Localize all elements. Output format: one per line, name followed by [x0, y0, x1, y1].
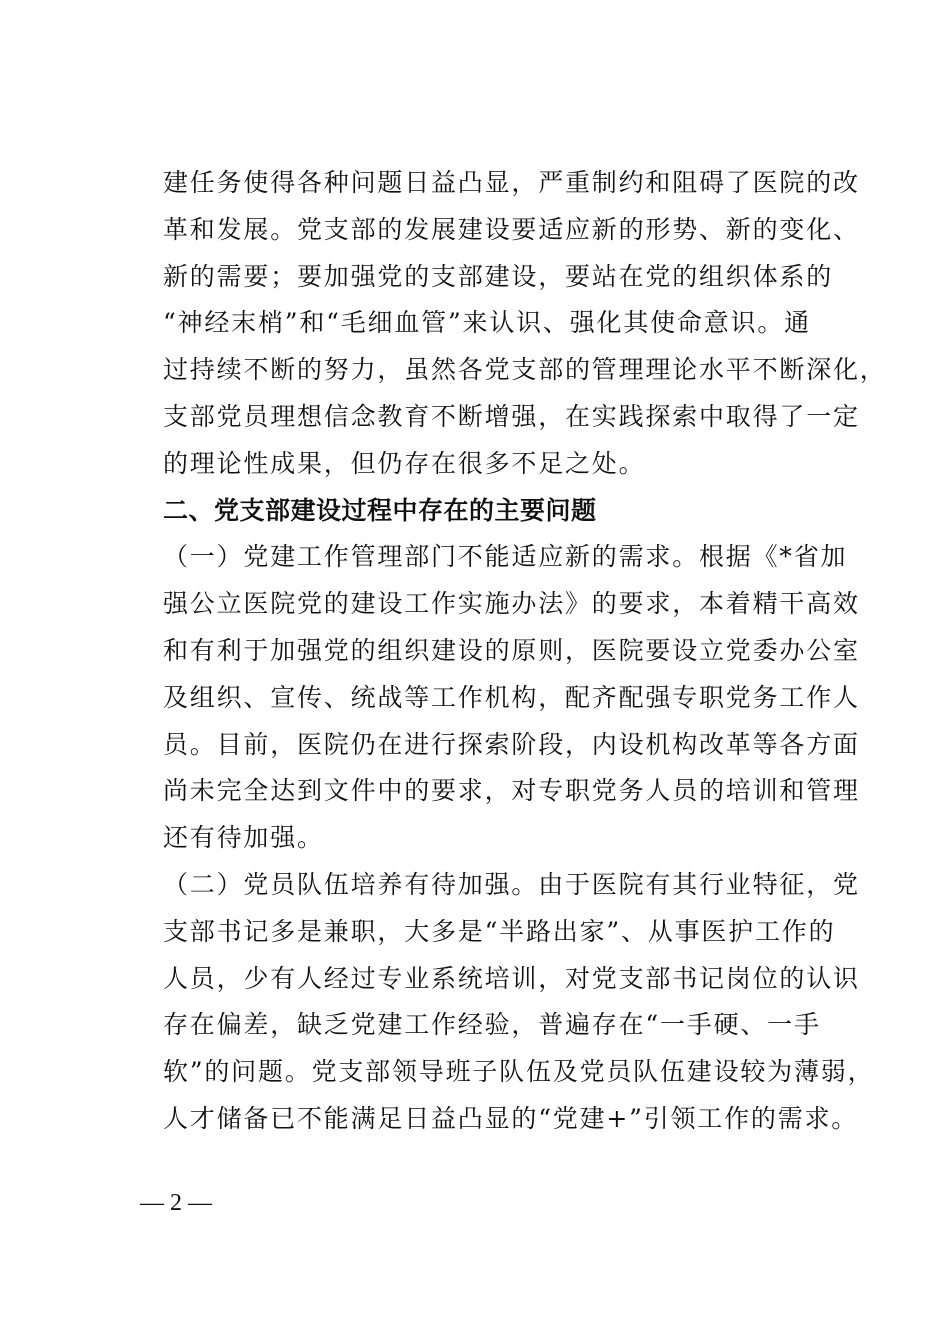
paragraph-line: 还有待加强。: [163, 823, 324, 853]
paragraph-line: 强公立医院党的建设工作实施办法》的要求，本着精干高效: [163, 589, 860, 619]
paragraph-1: [163, 160, 887, 488]
paragraph-line: 过持续不断的努力，虽然各党支部的管理理论水平不断深化，: [163, 355, 887, 385]
paragraph-line: 和有利于加强党的组织建设的原则，医院要设立党委办公室: [163, 635, 860, 665]
paragraph-line: “神经末梢”和“毛细血管”来认识、强化其使命意识。通: [163, 308, 811, 338]
paragraph-line: 存在偏差，缺乏党建工作经验，普遍存在“一手硬、一手: [163, 1010, 821, 1040]
paragraph-line: 新的需要；要加强党的支部建设，要站在党的组织体系的: [163, 261, 834, 291]
section-heading: 二、党支部建设过程中存在的主要问题: [163, 495, 597, 525]
paragraph-line: （一）党建工作管理部门不能适应新的需求。根据《*省加: [163, 542, 848, 572]
paragraph-line: 软”的问题。党支部领导班子队伍及党员队伍建设较为薄弱，: [163, 1057, 875, 1087]
paragraph-line: 支部书记多是兼职，大多是“半路出家”、从事医护工作的: [163, 916, 836, 946]
paragraph-line: 员。目前，医院仍在进行探索阶段，内设机构改革等各方面: [163, 729, 860, 759]
paragraph-line: 人员，少有人经过专业系统培训，对党支部书记岗位的认识: [163, 963, 860, 993]
paragraph-line: 及组织、宣传、统战等工作机构，配齐配强专职党务工作人: [163, 682, 860, 712]
paragraph-line: 人才储备已不能满足日益凸显的“党建+”引领工作的需求。: [163, 1103, 859, 1133]
paragraph-line: 建任务使得各种问题日益凸显，严重制约和阻碍了医院的改: [163, 168, 860, 197]
page-number: — 2 —: [140, 1190, 212, 1216]
paragraph-line: 尚未完全达到文件中的要求，对专职党务人员的培训和管理: [163, 776, 860, 806]
paragraph-line: 的理论性成果，但仍存在很多不足之处。: [163, 448, 646, 478]
paragraph-line: 革和发展。党支部的发展建设要适应新的形势、新的变化、: [163, 214, 860, 244]
paragraph-line: 支部党员理想信念教育不断增强，在实践探索中取得了一定: [163, 401, 860, 431]
paragraph-3: [163, 862, 875, 1143]
document-body: [163, 160, 887, 1143]
paragraph-line: （二）党员队伍培养有待加强。由于医院有其行业特征，党: [163, 869, 860, 899]
paragraph-2: [163, 534, 860, 862]
